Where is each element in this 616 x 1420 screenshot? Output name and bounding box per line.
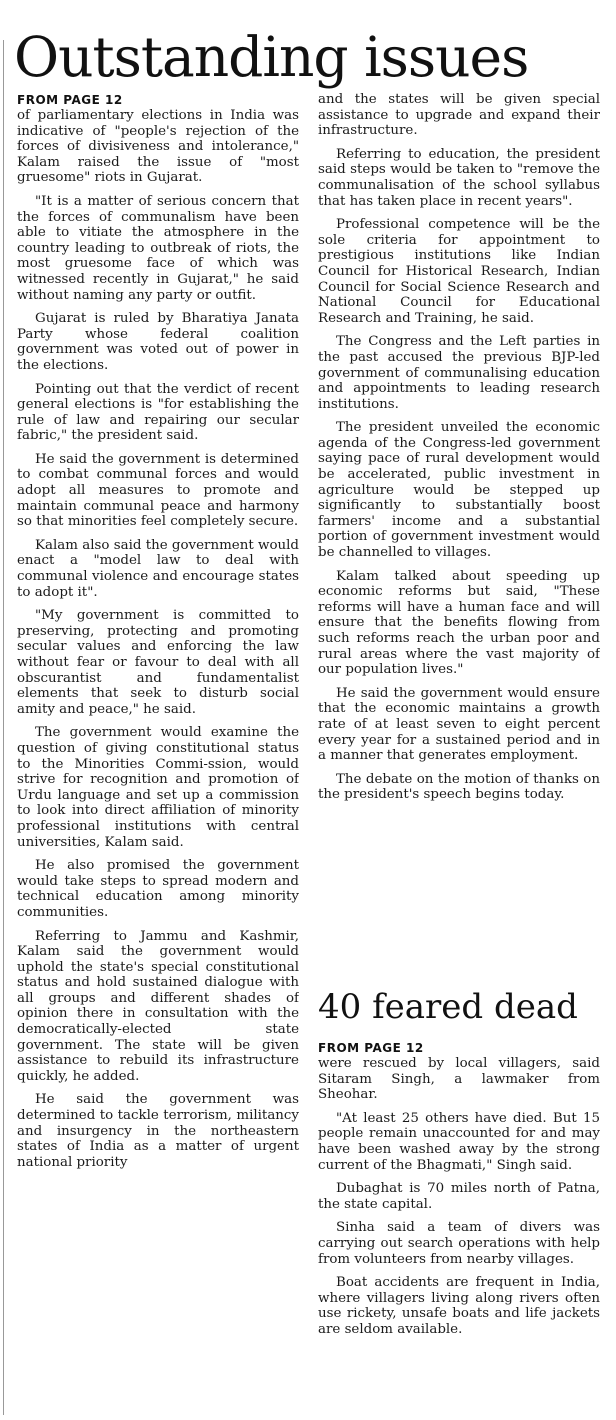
article1-paragraph: The government would examine the question of giving constitutional status to the Minorities Commi-ssion, would strive for recognition and promotion of Urdu language and set up a commission to look into direct affiliation of minority professional institutions with central universities, Kalam said.	[17, 725, 299, 850]
article1-paragraph: Professional competence will be the sole criteria for appointment to prestigious institutions like Indian Council for Historical Research, Indian Council for Social Science Research and National Council for Educational Research and Training, he said.	[318, 217, 600, 326]
jump-label: FROM PAGE 12	[318, 1041, 424, 1055]
article2-paragraph: were rescued by local villagers, said Sitaram Singh, a lawmaker from Sheohar.	[318, 1056, 600, 1103]
article2-paragraph: Boat accidents are frequent in India, where villagers living along rivers often use rickety, unsafe boats and life jackets are seldom available.	[318, 1275, 600, 1337]
article2-paragraph: Sinha said a team of divers was carrying out search operations with help from volunteers from nearby villages.	[318, 1220, 600, 1267]
article1-paragraph: of parliamentary elections in India was indicative of "people's rejection of the forces of divisiveness and intolerance," Kalam raised the issue of "most gruesome" riots in Gujarat.	[17, 108, 299, 186]
article2-paragraph: Dubaghat is 70 miles north of Patna, the state capital.	[318, 1181, 600, 1212]
article1-paragraph: Kalam talked about speeding up economic reforms but said, "These reforms will have a human face and will ensure that the benefits flowing from such reforms reach the urban poor and rural areas where the vast majority of our population lives."	[318, 568, 600, 678]
article1-paragraph: The president unveiled the economic agenda of the Congress-led government saying pace of rural development would be accelerated, public investment in agriculture would be stepped up significantly to substantially boost farmers' income and a substantial portion of government investment would be channelled to villages.	[318, 420, 600, 561]
jump-label: FROM PAGE 12	[17, 93, 123, 107]
article1-paragraph: "It is a matter of serious concern that the forces of communalism have been able to vitiate the atmosphere in the country leading to outbreak of riots, the most gruesome face of which was witnessed recently in Gujarat," he said without naming any party or outfit.	[17, 193, 299, 303]
headline-outstanding-issues: Outstanding issues	[14, 25, 529, 89]
headline-40-feared-dead: 40 feared dead	[318, 987, 578, 1027]
article1-paragraph: He said the government is determined to combat communal forces and would adopt all measures to promote and maintain communal peace and harmony so that minorities feel completely secure.	[17, 451, 299, 530]
article1-paragraph: Pointing out that the verdict of recent general elections is "for establishing the rule of law and repairing our secular fabric," the president said.	[17, 381, 299, 444]
article1-paragraph: Referring to Jammu and Kashmir, Kalam said the government would uphold the state's special constitutional status and hold sustained dialogue with all groups and different shades of opinion there in consultation with the democratically-elected state government. The state will be given assistance to rebuild its infrastructure quickly, he added.	[17, 928, 299, 1084]
article1-paragraph: Referring to education, the president said steps would be taken to "remove the communalisation of the school syllabus that has taken place in recent years".	[318, 146, 600, 209]
article2-column	[318, 1040, 600, 1346]
article1-paragraph: Kalam also said the government would enact a "model law to deal with communal violence and encourage states to adopt it".	[17, 537, 299, 600]
article1-paragraph: The Congress and the Left parties in the past accused the previous BJP-led government of communalising education and appointments to leading research institutions.	[318, 334, 600, 412]
article1-paragraph: He said the government was determined to tackle terrorism, militancy and insurgency in the northeastern states of India as a matter of urgent national priority	[17, 1092, 299, 1170]
article1-paragraph: Gujarat is ruled by Bharatiya Janata Party whose federal coalition government was voted out of power in the elections.	[17, 311, 299, 373]
article2-paragraph: "At least 25 others have died. But 15 people remain unaccounted for and may have been washed away by the strong current of the Bhagmati," Singh said.	[318, 1110, 600, 1173]
article1-column-left	[17, 92, 299, 1178]
article1-paragraph: "My government is committed to preserving, protecting and promoting secular values and enforcing the law without fear or favour to deal with all obscurantist and fundamentalist elements that seek to disturb social amity and peace," he said.	[17, 608, 299, 717]
article1-paragraph: The debate on the motion of thanks on the president's speech begins today.	[318, 771, 600, 803]
column-rule	[3, 40, 4, 1415]
article1-paragraph: He also promised the government would take steps to spread modern and technical education among minority communities.	[17, 858, 299, 920]
article1-column-right	[318, 92, 600, 811]
article1-paragraph: and the states will be given special assistance to upgrade and expand their infrastructure.	[318, 92, 600, 139]
article1-paragraph: He said the government would ensure that the economic maintains a growth rate of at least seven to eight percent every year for a sustained period and in a manner that generates employment.	[318, 685, 600, 764]
